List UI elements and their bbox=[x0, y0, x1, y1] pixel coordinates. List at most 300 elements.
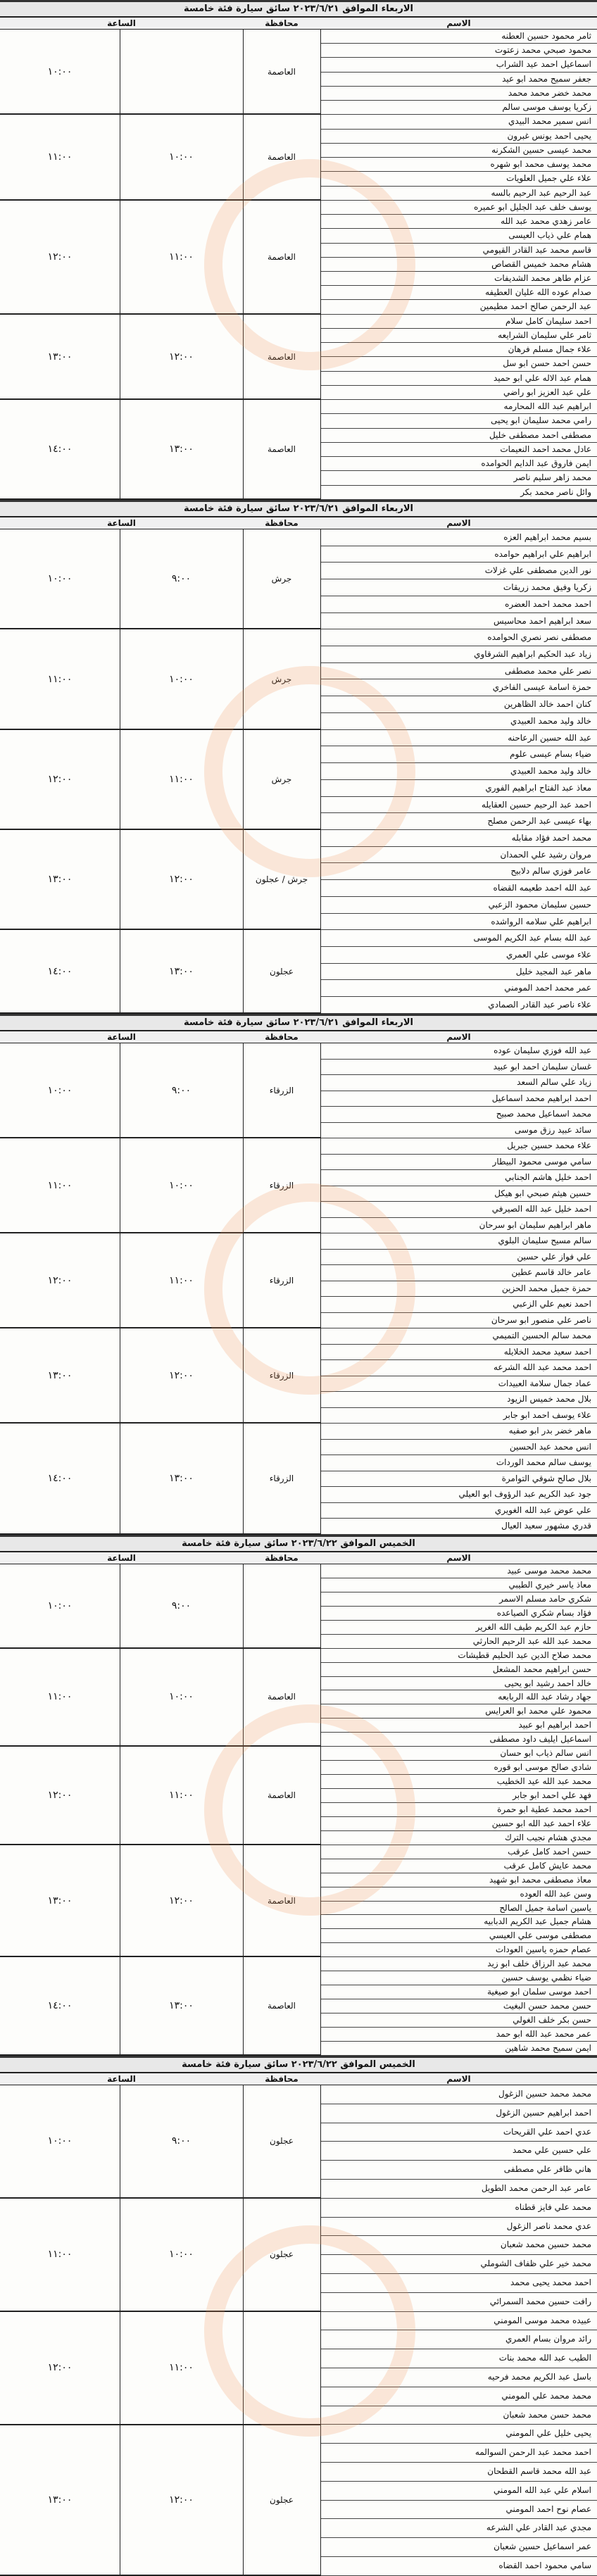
time-slot-group bbox=[0, 830, 320, 930]
name-cell: ايمن فاروق عبد الدايم الحوامده bbox=[320, 457, 597, 471]
name-cell: زياد عبد الحكيم ابراهيم الشرقاوي bbox=[320, 646, 597, 663]
slot-start-time: ١٣:٠٠ bbox=[169, 965, 194, 977]
slot-start-time: ١٢:٠٠ bbox=[169, 1895, 194, 1906]
name-cell: حسن بكر خلف الغولي bbox=[320, 2013, 597, 2028]
slot-start-time: ٩:٠٠ bbox=[171, 573, 191, 585]
table-body bbox=[0, 1564, 597, 2056]
name-cell: محمد محمد موسى عبيد bbox=[320, 1564, 597, 1578]
governorate-cell: العاصمة bbox=[268, 1790, 296, 1801]
name-cell: حازم عبد الكريم طيف الله الغرير bbox=[320, 1621, 597, 1635]
governorate-cell: عجلون bbox=[270, 966, 294, 976]
name-cell: خالد وليد محمد العبيدي bbox=[320, 713, 597, 730]
slot-end-time: ١١:٠٠ bbox=[47, 2249, 73, 2261]
sheet-title: الاربعاء الموافق ٢٠٢٣/٦/٢١ سائق سيارة فئة خامسة bbox=[0, 502, 597, 517]
name-cell: محمود صبحي محمد زعتوت bbox=[320, 44, 597, 58]
slot-start-time: ٩:٠٠ bbox=[171, 1600, 191, 1611]
slot-start-time: ١٠:٠٠ bbox=[169, 151, 194, 163]
name-cell: خالد احمد رشيد ابو يحيى bbox=[320, 1677, 597, 1691]
name-cell: عادل محمد احمد النعيمات bbox=[320, 443, 597, 457]
time-slot-group bbox=[0, 1747, 320, 1845]
name-cell: احمد محمد يحيى محمد bbox=[320, 2274, 597, 2293]
time-slot-group bbox=[0, 315, 320, 400]
name-cell: مصطفى موسى علي العيسي bbox=[320, 1929, 597, 1943]
name-cell: محمد عايش كامل عرقب bbox=[320, 1859, 597, 1873]
name-cell: ماهر عبد المجيد خليل bbox=[320, 964, 597, 981]
slot-start-time: ٩:٠٠ bbox=[171, 1084, 191, 1096]
name-cell: ابراهيم علي ابراهيم حوامده bbox=[320, 546, 597, 563]
name-cell: عدي احمد علي القريحات bbox=[320, 2123, 597, 2142]
governorate-cell: العاصمة bbox=[268, 1692, 296, 1702]
column-divider bbox=[320, 1564, 321, 2056]
name-cell: مجدي عبد القادر علي الشرعه bbox=[320, 2519, 597, 2538]
governorate-cell: جرش bbox=[271, 774, 292, 784]
table-body bbox=[0, 2085, 597, 2576]
governorate-cell: عجلون bbox=[270, 2249, 294, 2260]
name-cell: زكريا يوسف موسى سالم bbox=[320, 101, 597, 115]
name-cell: ناصر علي منصور ابو سرحان bbox=[320, 1313, 597, 1329]
name-cell: محمود علي محمد ابو العرايس bbox=[320, 1704, 597, 1719]
name-cell: سعد ابراهيم احمد محاسيس bbox=[320, 613, 597, 630]
name-cell: محمد محمد علي المومني bbox=[320, 2387, 597, 2406]
name-cell: حسن احمد كامل عرقب bbox=[320, 1845, 597, 1859]
name-cell: معاذ مصطفى محمد ابو شهيد bbox=[320, 1873, 597, 1887]
time-slot-group bbox=[0, 400, 320, 500]
header-name: الاسم bbox=[446, 2074, 471, 2084]
time-slot-group bbox=[0, 1564, 320, 1649]
governorate-cell: الزرقاء bbox=[269, 1180, 294, 1190]
header-governorate: محافظة bbox=[265, 1553, 298, 1563]
name-cell: هشام محمد خميس القصاص bbox=[320, 258, 597, 272]
header-time: الساعة bbox=[107, 1032, 136, 1042]
name-cell: عبد الرحيم عبد الرحيم بالسه bbox=[320, 187, 597, 201]
time-slot-group bbox=[0, 1424, 320, 1535]
time-slot-group bbox=[0, 2199, 320, 2312]
name-cell: محمد حسن محمد شعبان bbox=[320, 2406, 597, 2425]
name-cell: ابراهيم عبد الله المحارمه bbox=[320, 400, 597, 414]
name-cell: علاء موسى علي العمري bbox=[320, 947, 597, 964]
time-slot-group bbox=[0, 1328, 320, 1424]
governorate-cell bbox=[243, 2312, 320, 2424]
name-cell: علاء ناصر عبد القادر الصمادي bbox=[320, 997, 597, 1014]
name-cell: احمد ابراهيم حسين الزغول bbox=[320, 2104, 597, 2123]
names-column bbox=[320, 30, 597, 500]
name-cell: غسان سليمان احمد ابو عبيد bbox=[320, 1060, 597, 1076]
name-cell: يوسف خلف عبد الجليل ابو عميره bbox=[320, 201, 597, 215]
schedule-sheet bbox=[0, 500, 597, 1014]
name-cell: عمر اسماعيل حسين شعبان bbox=[320, 2538, 597, 2557]
name-cell: ضياء بسام عيسى علوم bbox=[320, 746, 597, 763]
slot-end-time: ١١:٠٠ bbox=[47, 151, 73, 163]
name-cell: عصام حمزه ياسين العودات bbox=[320, 1943, 597, 1957]
table-body bbox=[0, 1043, 597, 1535]
name-cell: انس محمد عبد الحسين bbox=[320, 1440, 597, 1456]
name-cell: عبد الله احمد طعيمه القضاه bbox=[320, 880, 597, 897]
name-cell: معاذ عبد الفتاح ابراهيم الفوري bbox=[320, 780, 597, 797]
name-cell: محمد اسماعيل محمد صبيح bbox=[320, 1107, 597, 1123]
name-cell: احمد ابراهيم محمد اسماعيل bbox=[320, 1091, 597, 1107]
name-cell: بسيم محمد ابراهيم العزه bbox=[320, 529, 597, 546]
time-slot-group bbox=[0, 2425, 320, 2576]
name-cell: عبد الله بسام عبد الكريم الموسى bbox=[320, 930, 597, 947]
name-cell: عمر محمد عبد الله ابو حمد bbox=[320, 2028, 597, 2042]
header-governorate: محافظة bbox=[265, 18, 298, 28]
name-cell: محمد حسين محمد شعبان bbox=[320, 2236, 597, 2255]
name-cell: حسين سليمان محمود الزعبي bbox=[320, 897, 597, 914]
table-header bbox=[0, 517, 597, 529]
name-cell: عامر فوزي سالم دلابيح bbox=[320, 863, 597, 880]
name-cell: علي عبد العزيز ابو راضي bbox=[320, 386, 597, 400]
name-cell: حسن ابراهيم محمد المشعل bbox=[320, 1663, 597, 1677]
slot-end-time: ١٠:٠٠ bbox=[47, 573, 73, 585]
name-cell: محمد عبد الله عبد الرحيم الحارثي bbox=[320, 1635, 597, 1649]
slot-start-time: ١١:٠٠ bbox=[169, 773, 194, 785]
time-slot-group bbox=[0, 1957, 320, 2056]
name-cell: احمد خليل هاشم الجنابي bbox=[320, 1170, 597, 1186]
slot-end-time: ١٢:٠٠ bbox=[47, 1274, 73, 1286]
table-body bbox=[0, 529, 597, 1014]
names-column bbox=[320, 1564, 597, 2056]
name-cell: علاء احمد عبد الله ابو حسين bbox=[320, 1817, 597, 1831]
name-cell: محمد عبد الله عيد الخطيب bbox=[320, 1775, 597, 1789]
name-cell: محمد سالم الحسين التميمي bbox=[320, 1328, 597, 1345]
header-name: الاسم bbox=[446, 1553, 471, 1563]
name-cell: ماهر خضر بدر ابو صفيه bbox=[320, 1424, 597, 1440]
name-cell: ضياء نظمي يوسف حسين bbox=[320, 1971, 597, 1985]
slot-start-time: ١٢:٠٠ bbox=[169, 2494, 194, 2506]
name-cell: محمد احمد فؤاد مقابله bbox=[320, 830, 597, 847]
name-cell: بلال صالح شوقي التوامرة bbox=[320, 1471, 597, 1488]
names-column bbox=[320, 529, 597, 1014]
time-slot-group bbox=[0, 730, 320, 830]
name-cell: جعفر سميح محمد ابو عيد bbox=[320, 73, 597, 87]
governorate-cell: الزرقاء bbox=[269, 1474, 294, 1484]
slot-end-time: ١٠:٠٠ bbox=[47, 1600, 73, 1611]
name-cell: نصر علي محمد مصطفى bbox=[320, 663, 597, 680]
name-cell: مصطفى نصر نصري الحوامده bbox=[320, 629, 597, 646]
name-cell: شادي صالح موسى ابو قوره bbox=[320, 1761, 597, 1775]
name-cell: ياسين اسامة جميل الصالح bbox=[320, 1902, 597, 1916]
name-cell: جود عبد الكريم عبد الرؤوف ابو العيلي bbox=[320, 1487, 597, 1503]
column-divider bbox=[243, 529, 244, 1014]
name-cell: محمد صلاح الدين عبد الحليم قطيشات bbox=[320, 1649, 597, 1663]
slot-start-time: ١١:٠٠ bbox=[169, 1274, 194, 1286]
header-time: الساعة bbox=[107, 18, 136, 28]
name-cell: محمد محمد حسين الزغول bbox=[320, 2085, 597, 2104]
name-cell: اسماعيل ايليف داود مصطفى bbox=[320, 1733, 597, 1747]
governorate-cell: الزرقاء bbox=[269, 1275, 294, 1286]
name-cell: انس سمير محمد البيدي bbox=[320, 115, 597, 129]
slot-start-time: ١١:٠٠ bbox=[169, 1790, 194, 1802]
name-cell: علي فواز علي حسين bbox=[320, 1250, 597, 1266]
governorate-cell: العاصمة bbox=[268, 351, 296, 362]
time-slot-group bbox=[0, 930, 320, 1014]
column-divider bbox=[320, 2085, 321, 2576]
name-cell: علاء يوسف احمد ابو جابر bbox=[320, 1408, 597, 1424]
slot-end-time: ١٣:٠٠ bbox=[47, 1895, 73, 1906]
name-cell: ثامر محمود حسين العطنه bbox=[320, 30, 597, 44]
slot-start-time: ١٢:٠٠ bbox=[169, 351, 194, 363]
schedule-sheet bbox=[0, 1014, 597, 1535]
slot-end-time: ١٣:٠٠ bbox=[47, 1369, 73, 1381]
slot-start-time: ١٢:٠٠ bbox=[169, 874, 194, 886]
name-cell: احمد سليمان كامل سلام bbox=[320, 315, 597, 329]
slot-start-time: ١٠:٠٠ bbox=[169, 673, 194, 685]
name-cell: بلال محمد خميس الزيود bbox=[320, 1392, 597, 1408]
header-time: الساعة bbox=[107, 518, 136, 528]
header-name: الاسم bbox=[446, 1032, 471, 1042]
column-divider bbox=[320, 30, 321, 500]
header-time: الساعة bbox=[107, 1553, 136, 1563]
name-cell: سامي محمود احمد القضاه bbox=[320, 2557, 597, 2576]
slot-end-time: ١٠:٠٠ bbox=[47, 2135, 73, 2147]
names-column bbox=[320, 1043, 597, 1535]
name-cell: جهاد رشاد عبد الله الربابعه bbox=[320, 1690, 597, 1704]
name-cell: عامر خالد قاسم عطين bbox=[320, 1265, 597, 1281]
name-cell: همام علي ذياب العيسى bbox=[320, 229, 597, 243]
name-cell: حمزة اسامة عيسى الفاخري bbox=[320, 679, 597, 696]
slot-end-time: ١٢:٠٠ bbox=[47, 773, 73, 785]
name-cell: قاسم محمد عبد القادر القيومي bbox=[320, 244, 597, 258]
governorate-cell: العاصمة bbox=[268, 66, 296, 77]
name-cell: زياد علي سالم السعد bbox=[320, 1075, 597, 1091]
slot-start-time: ١٣:٠٠ bbox=[169, 444, 194, 455]
governorate-cell: العاصمة bbox=[268, 152, 296, 163]
slot-end-time: ١٣:٠٠ bbox=[47, 2494, 73, 2506]
name-cell: اسماعيل احمد عيد الشراب bbox=[320, 58, 597, 72]
time-slot-group bbox=[0, 115, 320, 200]
name-cell: احمد محمد عطية ابو حمرة bbox=[320, 1803, 597, 1817]
time-slot-group bbox=[0, 30, 320, 115]
slot-end-time: ١٤:٠٠ bbox=[47, 444, 73, 455]
time-slot-group bbox=[0, 201, 320, 315]
name-cell: احمد نعيم علي الزعبي bbox=[320, 1297, 597, 1313]
name-cell: معاذ ياسر خيري الطيبي bbox=[320, 1578, 597, 1592]
name-cell: رائد مروان بسام العمري bbox=[320, 2330, 597, 2349]
governorate-cell: العاصمة bbox=[268, 1895, 296, 1906]
table-header bbox=[0, 1031, 597, 1043]
schedule-sheet bbox=[0, 0, 597, 500]
name-cell: هشام جميل عبد الكريم الدبابيه bbox=[320, 1915, 597, 1929]
slot-end-time: ١٠:٠٠ bbox=[47, 1084, 73, 1096]
governorate-cell: جرش bbox=[271, 674, 292, 684]
name-cell: عصام نوح احمد المومني bbox=[320, 2501, 597, 2520]
slot-end-time: ١١:٠٠ bbox=[47, 1179, 73, 1191]
name-cell: عامر زهدي محمد عبد الله bbox=[320, 215, 597, 229]
time-slot-group bbox=[0, 2312, 320, 2425]
slot-end-time: ١٢:٠٠ bbox=[47, 1790, 73, 1802]
name-cell: قدري مشهور سعيد العيال bbox=[320, 1519, 597, 1535]
name-cell: محمد يوسف محمد ابو شهره bbox=[320, 158, 597, 172]
name-cell: هاني ظافر علي مصطفى bbox=[320, 2161, 597, 2180]
name-cell: علاء جمال مسلم فرهان bbox=[320, 343, 597, 357]
name-cell: مروان رشيد علي الحمدان bbox=[320, 847, 597, 864]
governorate-cell: العاصمة bbox=[268, 251, 296, 262]
name-cell: محمد خضر محمد محمد bbox=[320, 87, 597, 101]
name-cell: عبيده محمد موسى المومني bbox=[320, 2312, 597, 2331]
name-cell: حسين هيثم صبحي ابو هيكل bbox=[320, 1186, 597, 1202]
name-cell: محمد عبد الرزاق خلف ابو زيد bbox=[320, 1957, 597, 1971]
name-cell: باسل عبد الكريم محمد فرحيه bbox=[320, 2368, 597, 2387]
name-cell: محمد زاهر سليم ناصر bbox=[320, 471, 597, 485]
name-cell: وائل ناصر محمد بكر bbox=[320, 486, 597, 500]
table-header bbox=[0, 18, 597, 30]
slot-start-time: ١٠:٠٠ bbox=[169, 1179, 194, 1191]
name-cell: فهد علي احمد ابو جابر bbox=[320, 1789, 597, 1803]
slot-end-time: ١٢:٠٠ bbox=[47, 2362, 73, 2374]
governorate-cell: العاصمة bbox=[268, 2001, 296, 2011]
name-cell: زكريا وفيق محمد زريقات bbox=[320, 579, 597, 596]
header-name: الاسم bbox=[446, 518, 471, 528]
name-cell: حسن احمد حسن ابو سل bbox=[320, 357, 597, 371]
name-cell: كنان احمد خالد الظاهرين bbox=[320, 696, 597, 713]
governorate-cell: العاصمة bbox=[268, 444, 296, 455]
name-cell: حمزة جميل محمد الحزين bbox=[320, 1281, 597, 1298]
sheet-title: الاربعاء الموافق ٢٠٢٣/٦/٢١ سائق سيارة فئة خامسة bbox=[0, 1016, 597, 1031]
name-cell: عدي محمد ناصر الزغول bbox=[320, 2218, 597, 2237]
header-governorate: محافظة bbox=[265, 1032, 298, 1042]
slot-end-time: ١٢:٠٠ bbox=[47, 251, 73, 263]
column-divider bbox=[243, 2085, 244, 2576]
slot-end-time: ١٤:٠٠ bbox=[47, 1473, 73, 1485]
names-column bbox=[320, 2085, 597, 2576]
time-slot-group bbox=[0, 1233, 320, 1328]
table-body bbox=[0, 30, 597, 500]
name-cell: احمد محمد عبد الله الشرعه bbox=[320, 1360, 597, 1376]
slot-start-time: ٩:٠٠ bbox=[171, 2135, 191, 2147]
name-cell: عمر محمد احمد المومني bbox=[320, 980, 597, 997]
governorate-cell: عجلون bbox=[270, 2494, 294, 2505]
name-cell: محمد علي فايز قطناه bbox=[320, 2199, 597, 2218]
governorate-cell: جرش / عجلون bbox=[255, 874, 308, 885]
name-cell: عامر عبد الرحمن محمد الطويل bbox=[320, 2180, 597, 2199]
header-name: الاسم bbox=[446, 18, 471, 28]
name-cell: عزام طاهر محمد الشديفات bbox=[320, 272, 597, 286]
name-cell: علي عوض عبد الله الغويري bbox=[320, 1503, 597, 1519]
slot-start-time: ١٠:٠٠ bbox=[169, 2249, 194, 2261]
column-divider bbox=[320, 529, 321, 1014]
column-divider bbox=[243, 1043, 244, 1535]
name-cell: محمد خير علي ظفاف الشوملي bbox=[320, 2255, 597, 2274]
name-cell: احمد محمد عبد الرحمن السوالمه bbox=[320, 2444, 597, 2463]
time-slot-group bbox=[0, 1845, 320, 1958]
slot-end-time: ١٤:٠٠ bbox=[47, 965, 73, 977]
sheet-title: الاربعاء الموافق ٢٠٢٣/٦/٢١ سائق سيارة فئة خامسة bbox=[0, 2, 597, 18]
name-cell: رافت حسين محمد السمرائي bbox=[320, 2293, 597, 2312]
governorate-cell: جرش bbox=[271, 574, 292, 584]
name-cell: اسلام علي عبد الله المومني bbox=[320, 2482, 597, 2501]
time-slot-group bbox=[0, 629, 320, 729]
governorate-cell: الزرقاء bbox=[269, 1370, 294, 1381]
name-cell: وسن عبد الله العوده bbox=[320, 1887, 597, 1902]
name-cell: ايمن سميح محمد شاهين bbox=[320, 2042, 597, 2056]
name-cell: عبد الله حسين الرعاحنه bbox=[320, 730, 597, 747]
slot-end-time: ١٣:٠٠ bbox=[47, 874, 73, 886]
name-cell: انس سالم ذياب ابو حسان bbox=[320, 1747, 597, 1761]
name-cell: صدام عوده الله عليان العطيفه bbox=[320, 286, 597, 300]
name-cell: حسن محمد حسن البغيث bbox=[320, 1999, 597, 2013]
slot-start-time: ١٢:٠٠ bbox=[169, 1369, 194, 1381]
slot-start-time: ١١:٠٠ bbox=[169, 251, 194, 263]
name-cell: محمد عيسى حسين الشكرنه bbox=[320, 144, 597, 158]
name-cell: سامي موسى محمود البيطار bbox=[320, 1155, 597, 1171]
name-cell: ماهر ابراهيم سليمان ابو سرحان bbox=[320, 1218, 597, 1234]
name-cell: احمد موسى سلمان ابو صيغية bbox=[320, 1985, 597, 1999]
name-cell: احمد عبد الرحيم حسين العقايله bbox=[320, 797, 597, 814]
table-header bbox=[0, 2073, 597, 2085]
header-governorate: محافظة bbox=[265, 518, 298, 528]
name-cell: يحيى خليل علي المومني bbox=[320, 2425, 597, 2444]
name-cell: علاء علي جميل العلويات bbox=[320, 172, 597, 186]
name-cell: بهاء عيسى عبد الرحمن مصلح bbox=[320, 813, 597, 830]
name-cell: عبد الله فوزي سليمان عوده bbox=[320, 1043, 597, 1060]
slot-start-time bbox=[120, 30, 243, 113]
name-cell: مجدي هشام نجيب الترك bbox=[320, 1831, 597, 1845]
slot-end-time: ١١:٠٠ bbox=[47, 673, 73, 685]
time-slot-group bbox=[0, 2085, 320, 2199]
sheet-title: الخميس الموافق ٢٠٢٣/٦/٢٢ سائق سيارة فئة خامسة bbox=[0, 2058, 597, 2073]
time-slot-group bbox=[0, 1649, 320, 1747]
slot-start-time: ١١:٠٠ bbox=[169, 2362, 194, 2374]
name-cell: شكري حامد مسلم الاسمر bbox=[320, 1592, 597, 1607]
name-cell: يحيى احمد يونس غبرون bbox=[320, 130, 597, 144]
name-cell: ثامر علي سليمان الشرايعه bbox=[320, 329, 597, 343]
slot-end-time: ١٠:٠٠ bbox=[47, 65, 73, 77]
time-slot-group bbox=[0, 1138, 320, 1233]
name-cell: رامي محمد سليمان ابو يحيى bbox=[320, 414, 597, 428]
slot-start-time: ١٠:٠٠ bbox=[169, 1691, 194, 1703]
name-cell: عبد الله محمد قاسم القطحان bbox=[320, 2463, 597, 2482]
header-time: الساعة bbox=[107, 2074, 136, 2084]
slot-end-time: ١٣:٠٠ bbox=[47, 351, 73, 363]
name-cell: احمد خليل عبد الله الصيرفي bbox=[320, 1202, 597, 1218]
name-cell: سالم مسيح سليمان البلوي bbox=[320, 1233, 597, 1250]
column-divider bbox=[243, 1564, 244, 2056]
name-cell: الطيب عبد الله محمد بنات bbox=[320, 2349, 597, 2368]
name-cell: علاء محمد حسين جبريل bbox=[320, 1138, 597, 1155]
name-cell: عماد جمال سلامة العبيدات bbox=[320, 1376, 597, 1393]
slot-start-time: ١٣:٠٠ bbox=[169, 2000, 194, 2012]
slot-end-time: ١٤:٠٠ bbox=[47, 2000, 73, 2012]
name-cell: ابراهيم علي سلامه الرواشده bbox=[320, 914, 597, 931]
name-cell: عبد الرحمن صالح احمد مطيمين bbox=[320, 300, 597, 314]
name-cell: مصطفى احمد مصطفى خليل bbox=[320, 429, 597, 443]
name-cell: خالد وليد محمد العبيدي bbox=[320, 763, 597, 780]
name-cell: سائد عبيد رزق موسى bbox=[320, 1123, 597, 1139]
slot-end-time: ١١:٠٠ bbox=[47, 1691, 73, 1703]
governorate-cell: عجلون bbox=[270, 2136, 294, 2147]
column-divider bbox=[320, 1043, 321, 1535]
name-cell: همام عبد الاله علي ابو حميد bbox=[320, 372, 597, 386]
schedule-sheet bbox=[0, 1535, 597, 2056]
name-cell: يوسف سالم محمد الوردات bbox=[320, 1455, 597, 1471]
column-divider bbox=[243, 30, 244, 500]
governorate-cell: الزرقاء bbox=[269, 1085, 294, 1095]
name-cell: فؤاد بسام شكري الصياعده bbox=[320, 1607, 597, 1621]
name-cell: نور الدين مصطفى علي غزلات bbox=[320, 563, 597, 579]
name-cell: احمد ابراهيم ابو عبيد bbox=[320, 1719, 597, 1733]
name-cell: احمد سعيد محمد الخلايله bbox=[320, 1345, 597, 1361]
governorate-cell bbox=[243, 1564, 320, 1647]
table-header bbox=[0, 1552, 597, 1564]
time-slot-group bbox=[0, 529, 320, 629]
name-cell: علي حسين علي محمد bbox=[320, 2142, 597, 2161]
slot-start-time: ١٣:٠٠ bbox=[169, 1473, 194, 1485]
time-slot-group bbox=[0, 1043, 320, 1138]
name-cell: احمد محمد احمد العضره bbox=[320, 596, 597, 613]
header-governorate: محافظة bbox=[265, 2074, 298, 2084]
schedule-sheet bbox=[0, 2056, 597, 2576]
sheet-title: الخميس الموافق ٢٠٢٣/٦/٢٢ سائق سيارة فئة خامسة bbox=[0, 1537, 597, 1552]
